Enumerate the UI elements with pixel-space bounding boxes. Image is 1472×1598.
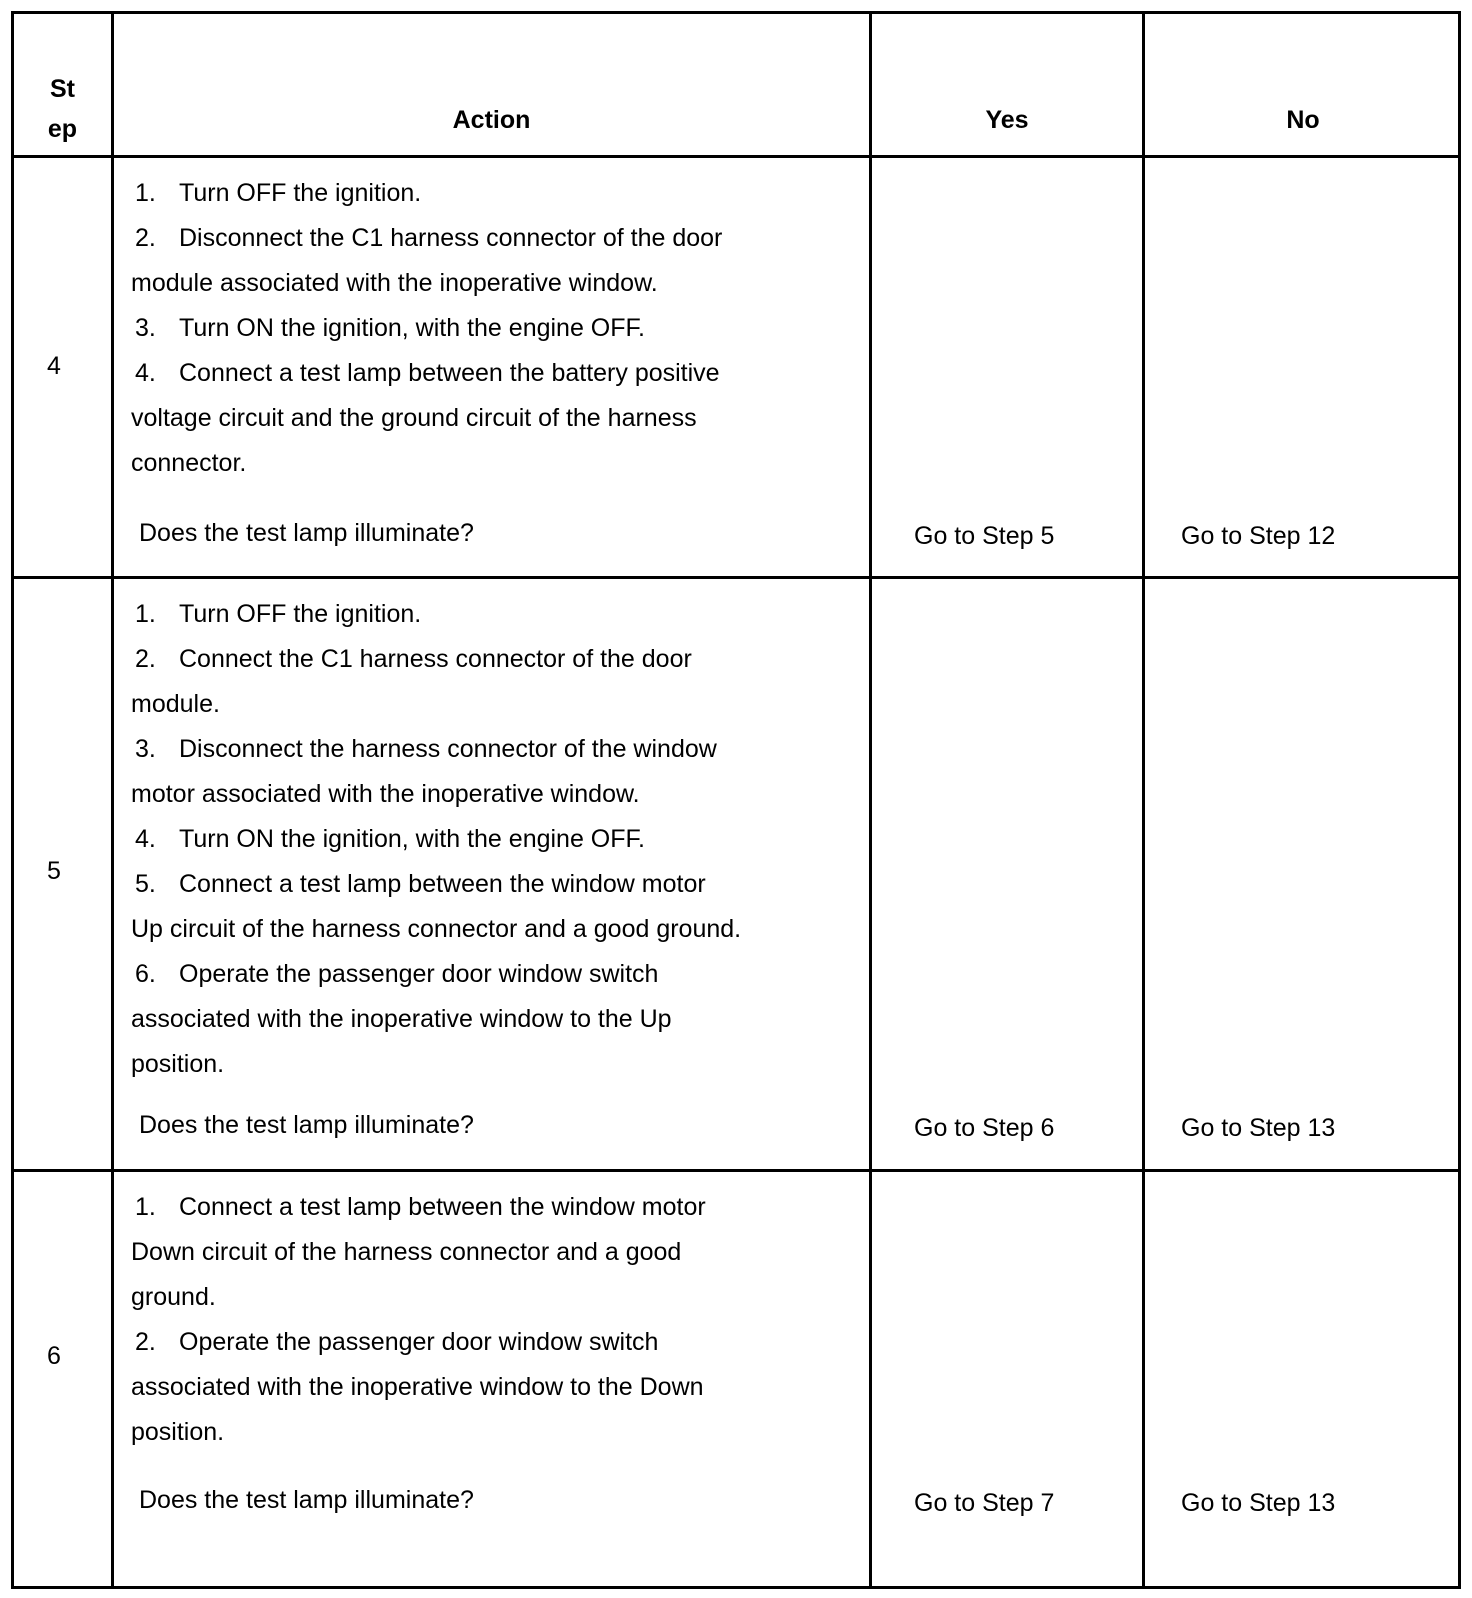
header-no: No: [1286, 106, 1320, 134]
no-outcome: Go to Step 13: [1181, 1114, 1336, 1142]
row-divider: [14, 155, 1458, 158]
instruction-line: [131, 261, 722, 306]
action-instructions: [131, 592, 741, 1087]
yes-outcome: Go to Step 7: [914, 1489, 1055, 1517]
instruction-line: [131, 772, 741, 817]
action-question: Does the test lamp illuminate?: [139, 519, 474, 547]
instruction-line: [131, 1230, 706, 1275]
instruction-text: Turn ON the ignition, with the engine OFF.: [179, 314, 645, 342]
row-divider: [14, 576, 1458, 579]
diagnostic-table: [11, 11, 1461, 1589]
instruction-text: Disconnect the C1 harness connector of the door: [179, 224, 723, 252]
instruction-number: 1.: [135, 1193, 156, 1221]
header-step-line1: St: [50, 75, 75, 103]
instruction-number: 4.: [135, 359, 156, 387]
step-number: 6: [47, 1342, 61, 1370]
instruction-text: voltage circuit and the ground circuit of the harness: [131, 404, 697, 432]
instruction-line: [131, 682, 741, 727]
instruction-text: motor associated with the inoperative window.: [131, 780, 640, 808]
instruction-text: Turn ON the ignition, with the engine OFF.: [179, 825, 645, 853]
instruction-text: Turn OFF the ignition.: [179, 600, 422, 628]
instruction-number: 3.: [135, 735, 156, 763]
instruction-line: [131, 817, 741, 862]
yes-outcome: Go to Step 6: [914, 1114, 1055, 1142]
instruction-line: [131, 592, 741, 637]
instruction-text: module.: [131, 690, 220, 718]
instruction-line: [131, 1365, 706, 1410]
yes-outcome: Go to Step 5: [914, 522, 1055, 550]
instruction-text: associated with the inoperative window to the Down: [131, 1373, 704, 1401]
instruction-number: 6.: [135, 960, 156, 988]
instruction-text: associated with the inoperative window to the Up: [131, 1005, 672, 1033]
header-yes: Yes: [985, 106, 1029, 134]
column-divider: [1142, 14, 1145, 1586]
instruction-text: module associated with the inoperative window.: [131, 269, 658, 297]
instruction-text: position.: [131, 1050, 225, 1078]
header-step-line2: ep: [47, 115, 78, 143]
instruction-text: position.: [131, 1418, 225, 1446]
header-step: [14, 69, 111, 149]
instruction-line: [131, 1042, 741, 1087]
instruction-line: [131, 396, 722, 441]
instruction-line: [131, 171, 722, 216]
instruction-line: [131, 907, 741, 952]
instruction-line: [131, 727, 741, 772]
instruction-text: ground.: [131, 1283, 216, 1311]
column-divider: [869, 14, 872, 1586]
row-divider: [14, 1169, 1458, 1172]
instruction-line: [131, 637, 741, 682]
instruction-line: [131, 952, 741, 997]
column-divider: [111, 14, 114, 1586]
instruction-line: [131, 1275, 706, 1320]
action-question: Does the test lamp illuminate?: [139, 1111, 474, 1139]
instruction-line: [131, 351, 722, 396]
instruction-text: Connect the C1 harness connector of the door: [179, 645, 692, 673]
instruction-text: Connect a test lamp between the battery positive: [179, 359, 720, 387]
instruction-text: Up circuit of the harness connector and a good ground.: [131, 915, 742, 943]
header-action: Action: [452, 106, 531, 134]
instruction-number: 2.: [135, 1328, 156, 1356]
instruction-text: Operate the passenger door window switch: [179, 1328, 659, 1356]
instruction-line: [131, 1410, 706, 1455]
step-number: 4: [47, 352, 61, 380]
instruction-number: 2.: [135, 645, 156, 673]
instruction-number: 4.: [135, 825, 156, 853]
instruction-text: Operate the passenger door window switch: [179, 960, 659, 988]
instruction-number: 2.: [135, 224, 156, 252]
instruction-line: [131, 1320, 706, 1365]
instruction-text: connector.: [131, 449, 247, 477]
instruction-number: 5.: [135, 870, 156, 898]
no-outcome: Go to Step 13: [1181, 1489, 1336, 1517]
instruction-number: 1.: [135, 600, 156, 628]
instruction-line: [131, 306, 722, 351]
instruction-text: Turn OFF the ignition.: [179, 179, 422, 207]
action-question: Does the test lamp illuminate?: [139, 1486, 474, 1514]
step-number: 5: [47, 857, 61, 885]
instruction-line: [131, 997, 741, 1042]
instruction-text: Disconnect the harness connector of the window: [179, 735, 717, 763]
no-outcome: Go to Step 12: [1181, 522, 1336, 550]
action-instructions: [131, 1185, 706, 1455]
instruction-text: Connect a test lamp between the window motor: [179, 870, 706, 898]
instruction-text: Connect a test lamp between the window motor: [179, 1193, 706, 1221]
instruction-line: [131, 441, 722, 486]
instruction-number: 3.: [135, 314, 156, 342]
instruction-number: 1.: [135, 179, 156, 207]
instruction-text: Down circuit of the harness connector and a good: [131, 1238, 682, 1266]
instruction-line: [131, 1185, 706, 1230]
action-instructions: [131, 171, 722, 486]
instruction-line: [131, 862, 741, 907]
instruction-line: [131, 216, 722, 261]
